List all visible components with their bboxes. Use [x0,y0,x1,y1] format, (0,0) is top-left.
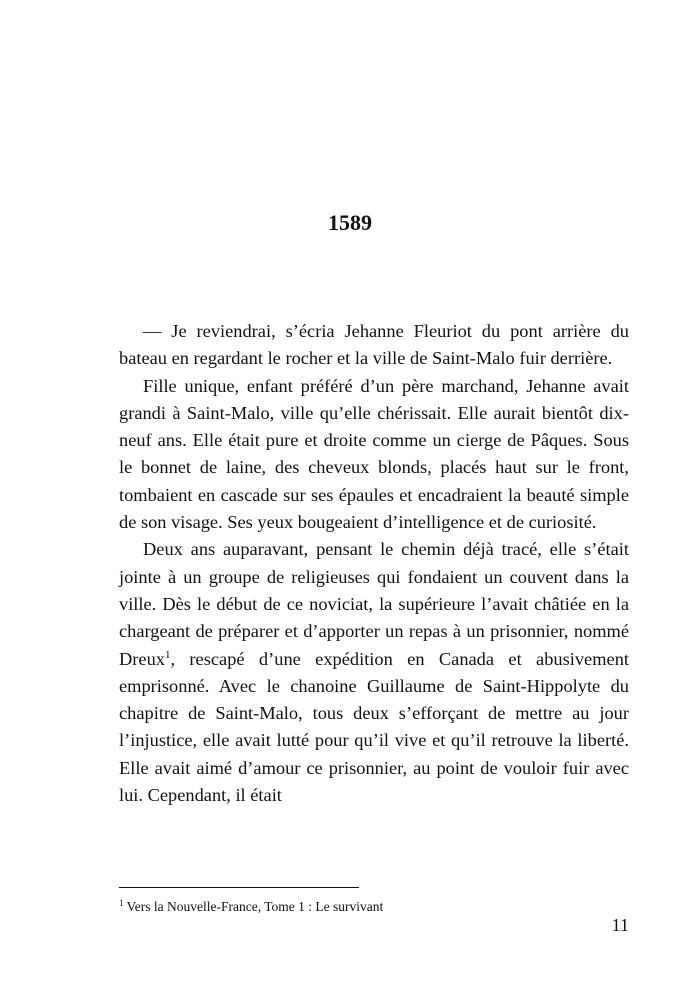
footnote-text: Vers la Nouvelle-France, Tome 1 : Le survivant [126,899,384,914]
footnote-number: 1 [119,897,124,908]
footnote-separator [119,887,359,888]
chapter-title: 1589 [328,210,372,235]
paragraph-3-text-after-note: , rescapé d’une expédition en Canada et abusivement emprisonné. Avec le chanoine Guillaume de Saint-Hippolyte du chapitre de Saint-Malo, tous deux s’efforçant de mettre au jour l’injustice, elle avait lutté pour qu’il vive et qu’il retrouve la liberté. Elle avait aimé d’amour ce prisonnier, au point de vouloir fuir avec lui. Cependant, il était [119,648,629,806]
paragraph-2-text: Fille unique, enfant préféré d’un père marchand, Jehanne avait grandi à Saint-Malo, ville qu’elle chérissait. Elle aurait bientôt dix-neuf ans. Elle était pure et droite comme un cierge de Pâques. Sous le bonnet de laine, des cheveux blonds, placés haut sur le front, tombaient en cascade sur ses épaules et encadraient la beauté simple de son visage. Ses yeux bougeaient d’intelligence et de curiosité. [119,375,629,533]
paragraph-2 [119,373,629,537]
page-number: 11 [611,915,629,935]
paragraph-3-text-before-note: Deux ans auparavant, pensant le chemin déjà tracé, elle s’était jointe à un groupe de religieuses qui fondaient un couvent dans la ville. Dès le début de ce noviciat, la supérieure l’avait châtiée en la chargeant de préparer et d’apporter un repas à un prisonnier, nommé Dreux [119,539,629,669]
paragraph-1 [119,318,629,373]
paragraph-3 [119,536,629,809]
footnote-reference: 1 [164,648,171,661]
body-text [119,318,629,809]
footnote [119,898,629,916]
paragraph-1-text: — Je reviendrai, s’écria Jehanne Fleuriot du pont arrière du bateau en regardant le rocher et la ville de Saint-Malo fuir derrière. [119,321,629,369]
